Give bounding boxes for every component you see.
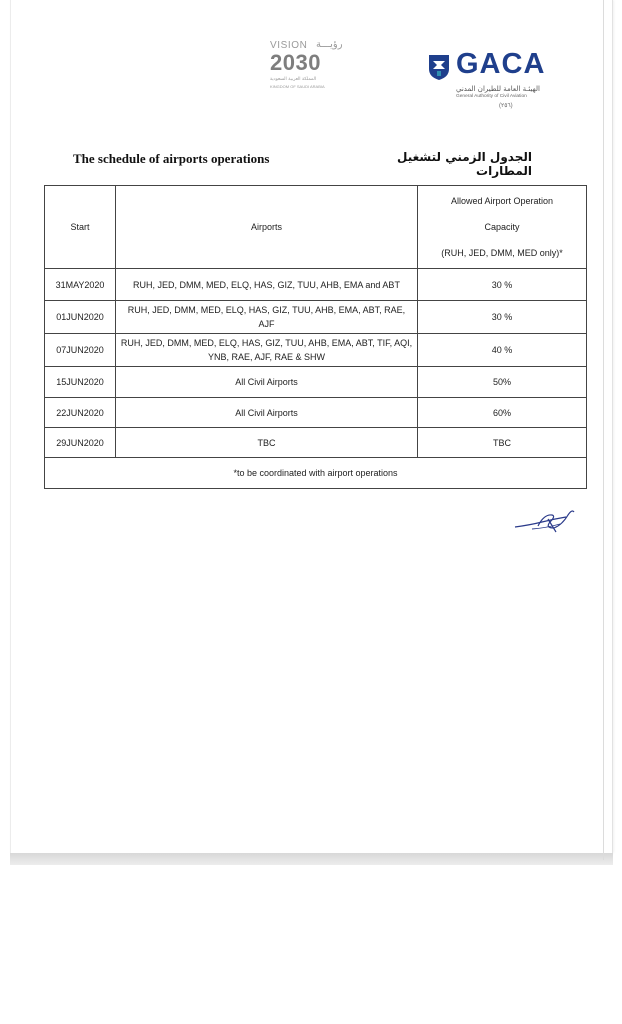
vision-sub-arabic: المملكة العربية السعودية [270, 77, 317, 82]
gaca-english-name: General Authority of Civil Aviation [456, 94, 527, 99]
row-start: 07JUN2020 [45, 334, 116, 367]
row-capacity: 60% [418, 398, 587, 428]
header-capacity-line1: Allowed Airport Operation [450, 196, 554, 206]
row-airports: RUH, JED, DMM, MED, ELQ, HAS, GIZ, TUU, AHB, EMA and ABT [116, 269, 418, 301]
signature-icon [512, 506, 578, 536]
header-capacity [418, 186, 587, 269]
row-airports: All Civil Airports [116, 367, 418, 398]
page-bottom-edge [10, 853, 613, 865]
title-english: The schedule of airports operations [73, 151, 270, 166]
header-airports: Airports [116, 186, 418, 269]
table-row [45, 367, 587, 398]
row-capacity: TBC [418, 428, 587, 458]
row-start: 22JUN2020 [45, 398, 116, 428]
header-capacity-line3: (RUH, JED, DMM, MED only)* [441, 248, 563, 258]
row-airports: RUH, JED, DMM, MED, ELQ, HAS, GIZ, TUU, AHB, EMA, ABT, RAE, AJF [116, 301, 418, 334]
row-airports: TBC [116, 428, 418, 458]
vision-text: VISION [270, 40, 308, 51]
row-capacity: 40 % [418, 334, 587, 367]
gaca-brand: GACA [456, 48, 546, 80]
row-capacity: 30 % [418, 301, 587, 334]
table-note-row [45, 458, 587, 489]
row-capacity: 50% [418, 367, 587, 398]
row-airports: All Civil Airports [116, 398, 418, 428]
row-start: 01JUN2020 [45, 301, 116, 334]
gaca-number: (٢٥٦) [499, 103, 513, 109]
table-row [45, 398, 587, 428]
row-start: 31MAY2020 [45, 269, 116, 301]
table-row [45, 301, 587, 334]
table-note: *to be coordinated with airport operations [45, 458, 587, 489]
table-row [45, 269, 587, 301]
vision-arabic: رؤيـــة [316, 39, 343, 50]
table-row [45, 428, 587, 458]
table-header-row [45, 186, 587, 269]
vision-year: 2030 [270, 50, 321, 75]
vision-sub-english: KINGDOM OF SAUDI ARABIA [270, 84, 325, 89]
vision-2030-logo [264, 36, 352, 96]
row-start: 29JUN2020 [45, 428, 116, 458]
row-start: 15JUN2020 [45, 367, 116, 398]
schedule-table [44, 185, 587, 489]
table-row [45, 334, 587, 367]
header-start: Start [45, 186, 116, 269]
title-arabic: الجدول الزمني لتشغيل المطارات [397, 150, 532, 178]
page-edge-line [603, 0, 604, 860]
header-capacity-line2: Capacity [484, 222, 520, 232]
row-airports: RUH, JED, DMM, MED, ELQ, HAS, GIZ, TUU, AHB, EMA, ABT, TIF, AQI, YNB, RAE, AJF, RAE & SHW [116, 334, 418, 367]
gaca-emblem-icon [426, 51, 452, 81]
row-capacity: 30 % [418, 269, 587, 301]
gaca-arabic-name: الهيئـة العامة للطيران المدني [456, 85, 540, 93]
